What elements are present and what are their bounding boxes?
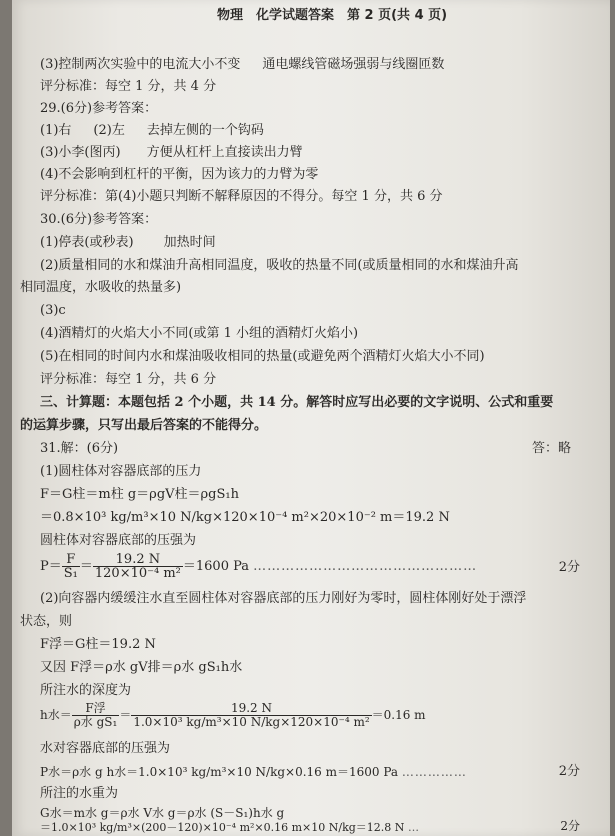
q30-score: 评分标准：每空 1 分，共 6 分 [40,372,217,387]
q31-formula-6: h水＝ $\frac{\text{F浮}}{\text{ρ水 gS₁}}$ ＝ $\frac{19.2 N}{\text{1.0×10³ kg/m³×10 N/kg×120×10⁻⁴ m²}}$ ＝0.16 m [40,701,426,729]
q31-part2-text-a: (2)向容器内缓缓注水直至圆柱体对容器底部的压力刚好为零时，圆柱体刚好处于漂浮 [40,591,527,606]
q31-part2-text-b: 状态，则 [20,614,73,629]
q30-line1: (1)停表(或秒表) 加热时间 [40,235,216,250]
q31-formula-1: F＝G柱＝m柱 g＝ρgV柱＝ρgS₁h [40,487,239,502]
q31-formula-7: P水＝ρ水 g h水＝1.0×10³ kg/m³×10 N/kg×0.16 m＝1600 Pa …………… [40,765,467,779]
q31-mark-3: 2分 [560,819,580,833]
q31-depth-text: 所注水的深度为 [40,683,132,698]
q29-line4: (4)不会影响到杠杆的平衡，因为该力的力臂为零 [40,167,319,182]
q31-formula-4: F浮＝G柱＝19.2 N [40,637,156,652]
q31-formula-9: ＝1.0×10³ kg/m³×(200－120)×10⁻⁴ m²×0.16 m×10 N/kg＝12.8 N … [40,821,420,834]
q30-line5: (5)在相同的时间内水和煤油吸收相同的热量(或避免两个酒精灯火焰大小不同) [40,349,485,364]
q30-line2a: (2)质量相同的水和煤油升高相同温度，吸收的热量不同(或质量相同的水和煤油升高 [40,258,519,273]
q30-heading: 30.(6分)参考答案： [40,212,158,227]
q31-formula-8: G水＝m水 g＝ρ水 V水 g＝ρ水 (S－S₁)h水 g [40,806,285,820]
q29-line1: (1)右 (2)左 去掉左侧的一个钩码 [40,123,264,138]
q31-pressure-text: 圆柱体对容器底部的压强为 [40,533,197,548]
q31-water-weight-text: 所注的水重为 [40,786,119,801]
q28-line3: (3)控制两次实验中的电流大小不变 通电螺线管磁场强弱与线圈匝数 [40,57,445,72]
q30-line3: (3)c [40,303,66,318]
section3-instruction-1: 三、计算题：本题包括 2 个小题，共 14 分。解答时应写出必要的文字说明、公式和重要 [40,395,554,410]
q31-formula-2: ＝0.8×10³ kg/m³×10 N/kg×120×10⁻⁴ m²×20×10⁻² m＝19.2 N [40,510,450,525]
q31-heading: 31.解：(6分) [40,441,119,456]
q29-heading: 29.(6分)参考答案： [40,101,158,116]
q31-water-pressure-text: 水对容器底部的压强为 [40,741,171,756]
q31-formula-3: P＝ $\frac{F}{\text{S₁}}$ ＝ $\frac{19.2 N}{\text{120×10⁻⁴ m²}}$ ＝1600 Pa ………………………………………… [40,552,478,581]
q31-answer: 答：略 [532,441,572,456]
q31-formula-5: 又因 F浮＝ρ水 gV排＝ρ水 gS₁h水 [40,660,243,675]
page-footer: 物理 化学试题答案 第 2 页(共 4 页) [217,8,448,23]
q30-line2b: 相同温度，水吸收的热量多) [20,280,182,295]
q30-line4: (4)酒精灯的火焰大小不同(或第 1 小组的酒精灯火焰小) [40,326,359,341]
q31-mark-2: 2分 [558,764,580,779]
q31-mark-1: 2分 [558,560,580,575]
q28-score: 评分标准：每空 1 分，共 4 分 [40,79,217,94]
q31-part1-text: (1)圆柱体对容器底部的压力 [40,464,202,479]
q29-score: 评分标准：第(4)小题只判断不解释原因的不得分。每空 1 分，共 6 分 [40,189,443,204]
q29-line3: (3)小李(图丙) 方便从杠杆上直接读出力臂 [40,145,303,160]
section3-instruction-2: 的运算步骤，只写出最后答案的不能得分。 [20,418,268,433]
answer-sheet-page [12,0,610,836]
